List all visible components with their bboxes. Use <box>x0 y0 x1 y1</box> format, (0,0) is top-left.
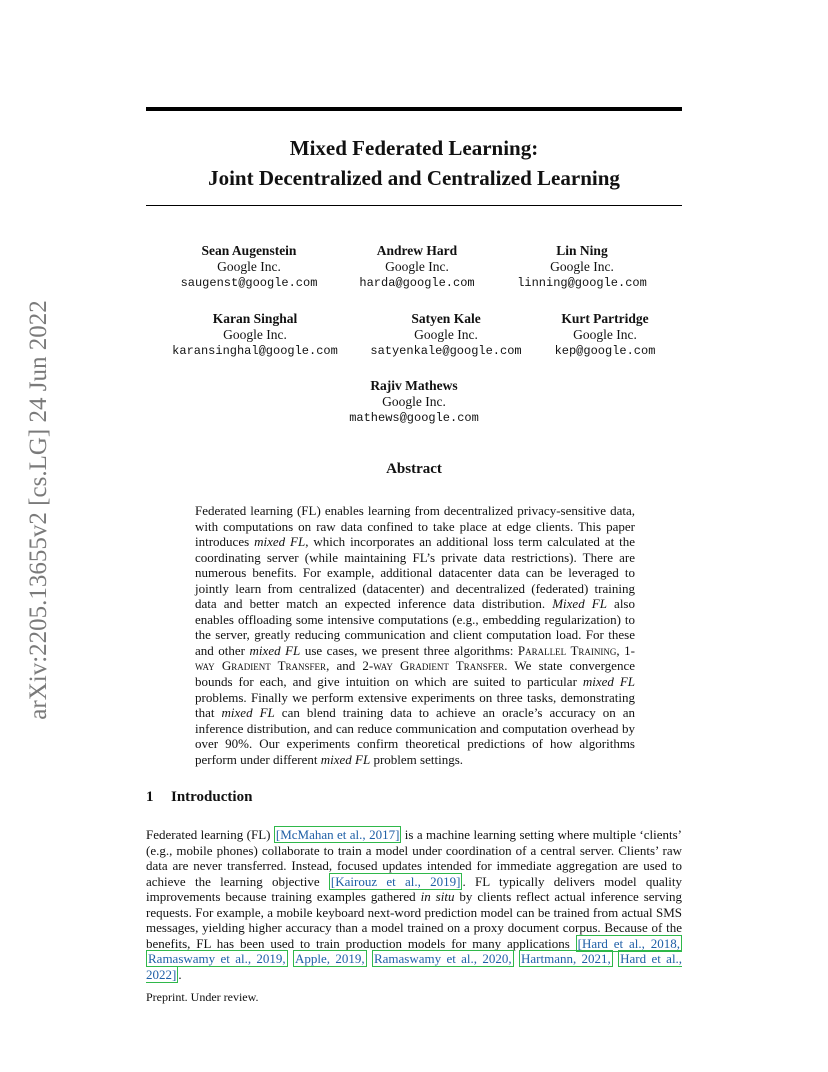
paper-title <box>146 133 682 193</box>
title-line-1: Mixed Federated Learning: <box>289 136 539 160</box>
author-affiliation: Google Inc. <box>550 259 614 274</box>
section-title: Introduction <box>171 789 253 805</box>
citation-link[interactable]: Apple, 2019, <box>295 951 365 966</box>
author-email: saugenst@google.com <box>180 276 318 290</box>
abstract-text: problems. Finally we perform extensive experiments on three tasks, demonstrating that <box>195 689 635 721</box>
author-email: satyenkale@google.com <box>370 344 522 358</box>
abstract-emphasis: mixed FL <box>320 751 371 767</box>
citation-link[interactable]: Ramaswamy et al., 2019, <box>148 951 286 966</box>
body-text: is a machine learning setting where multiple ‘clients’ (e.g., mobile phones) collaborate to train a model under coordination of a central server. Clients’ raw data are never transferred. Instead, focused updates intended for immediate aggregation are used to achieve the learning objective <box>146 827 682 889</box>
abstract-text: , 1- <box>616 642 635 658</box>
title-bottom-rule <box>146 205 682 206</box>
citation-link[interactable]: Ramaswamy et al., 2020, <box>373 951 512 966</box>
abstract-emphasis: mixed FL <box>221 705 275 721</box>
author-name: Lin Ning <box>556 243 608 258</box>
author-name: Satyen Kale <box>411 311 481 326</box>
author-block <box>294 378 534 426</box>
abstract-text: can blend training data to achieve an oracle’s accuracy on an inference distribution, and can reduce communication and computation overhead by over 90%. Our experiments confirm theoretical predictions of how algorithms perform under different <box>195 705 636 767</box>
abstract-emphasis: mixed FL <box>582 674 635 690</box>
section-number: 1 <box>146 789 154 805</box>
author-name: Andrew Hard <box>376 243 458 258</box>
abstract-text: also enables offloading some intensive computations (e.g., embedding regularization) to the server, greatly reducing communication and client computation load. For these and other <box>195 596 635 658</box>
author-email: linning@google.com <box>517 276 647 290</box>
algorithm-name: Parallel Training <box>517 642 617 658</box>
author-block <box>485 311 725 359</box>
title-line-2: Joint Decentralized and Centralized Learning <box>208 166 620 190</box>
author-affiliation: Google Inc. <box>217 259 281 274</box>
body-text: by clients reflect actual inference serving requests. For example, a mobile keyboard next-word prediction model can be trained from actual SMS messages, yielding higher accuracy than a model trained on a proxy document corpus. Because of the benefits, FL has been used to train production models for many applications <box>146 889 682 951</box>
abstract-text: use cases, we present three algorithms: <box>300 642 518 658</box>
author-email: mathews@google.com <box>349 411 479 425</box>
author-email: harda@google.com <box>359 276 475 290</box>
citation-link[interactable]: Hard et al., 2022] <box>146 951 683 982</box>
intro-paragraph <box>146 827 682 982</box>
abstract-text: problem settings. <box>370 751 463 767</box>
author-block <box>462 243 702 291</box>
abstract-heading: Abstract <box>386 461 442 477</box>
section-heading <box>146 789 252 806</box>
abstract-body <box>195 503 635 767</box>
abstract-text: Federated learning (FL) enables learning from decentralized privacy-sensitive data, with computations on raw data confined to take place at edge clients. This paper introduces <box>195 503 635 550</box>
algorithm-name: way Gradient Transfer <box>373 658 505 674</box>
author-name: Kurt Partridge <box>561 311 649 326</box>
author-name: Rajiv Mathews <box>370 378 458 393</box>
body-text: . <box>178 966 182 982</box>
author-name: Karan Singhal <box>212 311 298 326</box>
citation-link[interactable]: [Kairouz et al., 2019] <box>330 873 461 889</box>
author-email: kep@google.com <box>554 344 656 358</box>
algorithm-name: way Gradient Transfer <box>195 658 327 674</box>
author-name: Sean Augenstein <box>201 243 297 258</box>
author-affiliation: Google Inc. <box>414 327 478 342</box>
body-text: . FL typically delivers model quality improvements because training examples gathered <box>146 873 682 904</box>
citation-link[interactable]: Hartmann, 2021, <box>520 951 611 966</box>
author-affiliation: Google Inc. <box>382 394 446 409</box>
abstract-text: , which incorporates an additional loss term calculated at the coordinating server (while maintaining FL’s private data restrictions). There are numerous benefits. For example, additional datacenter data can be leveraged to jointly learn from centralized (datacenter) and decentralized (federated) training data and better match an expected inference data distribution. <box>195 534 636 612</box>
citation-link[interactable]: [McMahan et al., 2017] <box>275 827 400 842</box>
author-affiliation: Google Inc. <box>223 327 287 342</box>
author-email: karansinghal@google.com <box>172 344 338 358</box>
author-affiliation: Google Inc. <box>573 327 637 342</box>
abstract-emphasis: Mixed FL <box>552 596 607 612</box>
body-emphasis: in situ <box>420 889 455 904</box>
footer-note: Preprint. Under review. <box>146 990 259 1004</box>
arxiv-identifier: arXiv:2205.13655v2 [cs.LG] 24 Jun 2022 <box>25 300 52 720</box>
abstract-emphasis: mixed FL <box>249 642 301 658</box>
abstract-text: , and 2- <box>326 658 374 674</box>
body-text: Federated learning (FL) <box>146 827 274 842</box>
author-affiliation: Google Inc. <box>385 259 449 274</box>
abstract-text: . We state convergence bounds for each, and give intuition on which are suited to particular <box>195 658 635 690</box>
abstract-emphasis: mixed FL <box>254 534 306 550</box>
title-top-rule <box>146 107 682 111</box>
citation-link[interactable]: [Hard et al., 2018, <box>577 935 680 951</box>
